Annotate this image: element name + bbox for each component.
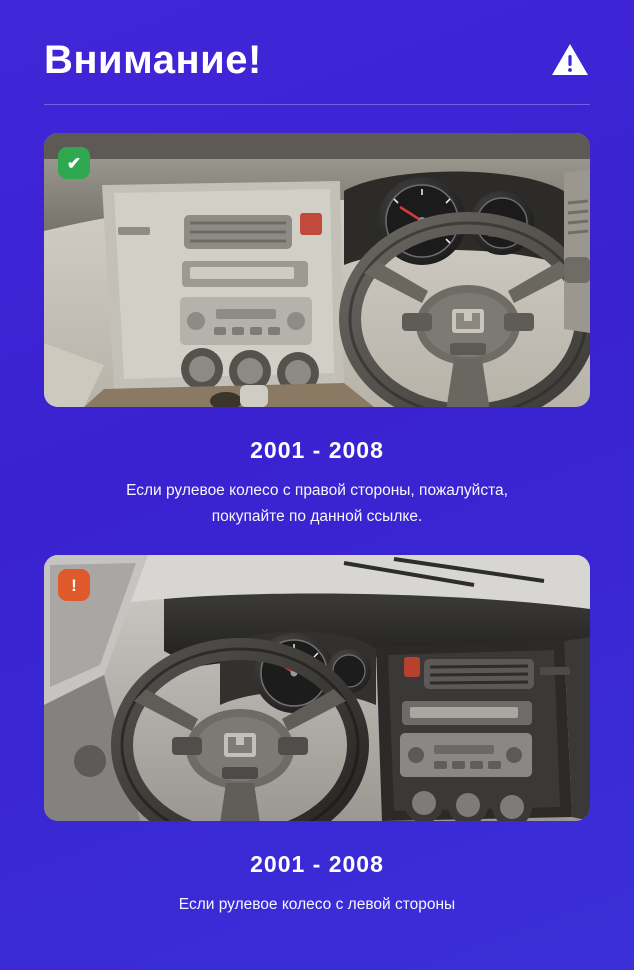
card-right-hand-drive[interactable] [44,133,590,407]
card-1-years: 2001 - 2008 [250,437,384,463]
card-1-description [44,478,590,529]
check-icon: ✔ [58,147,90,179]
card-1-description-line-2: покупайте по данной ссылке. [211,507,423,525]
card-1-description-line-1: Если рулевое колесо с правой стороны, пожалуйста, [126,482,508,499]
card-2-description-line-1: Если рулевое колесо с левой стороны [178,896,456,914]
left-hand-drive-dashboard-image [44,555,590,821]
warning-triangle-icon [550,40,590,80]
card-2-description [44,892,590,918]
page-title: Внимание! [44,38,262,82]
card-left-hand-drive[interactable] [44,555,590,821]
header-divider [44,104,590,105]
right-hand-drive-dashboard-image [44,133,590,407]
exclamation-icon: ! [58,569,90,601]
page-header [44,0,590,82]
card-2-years: 2001 - 2008 [250,851,384,878]
